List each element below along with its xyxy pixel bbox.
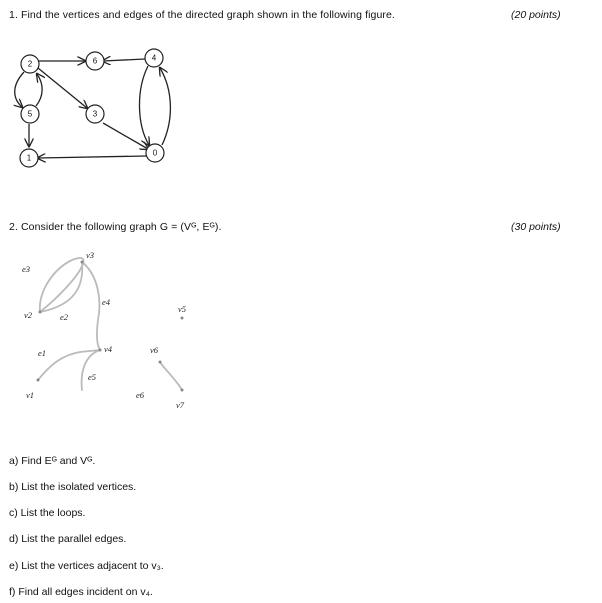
question-2-points: (30 points)	[511, 221, 561, 233]
node-4	[145, 49, 163, 67]
vertex-v3-dot	[81, 261, 84, 264]
part-b: b) List the isolated vertices.	[9, 481, 137, 493]
edge-4-0-left	[139, 66, 149, 145]
question-1-points: (20 points)	[511, 9, 561, 21]
vertex-v4-dot	[99, 349, 102, 352]
graph-g-figure	[22, 250, 186, 410]
vertex-v6-dot	[159, 361, 162, 364]
edge-2-5-left	[15, 72, 24, 107]
label-v3: v3	[86, 250, 95, 260]
vertex-v2-dot	[39, 311, 42, 314]
label-v6: v6	[150, 345, 159, 355]
label-v7: v7	[176, 400, 185, 410]
label-e6: e6	[136, 390, 145, 400]
edge-0-4-right	[160, 68, 170, 145]
node-2	[21, 55, 39, 73]
node-6	[86, 52, 104, 70]
label-e1: e1	[38, 348, 47, 358]
edge-e4	[82, 262, 100, 350]
edge-e2	[40, 262, 82, 312]
part-a: a) Find Eᴳ and Vᴳ.	[9, 455, 96, 467]
node-3-label: 3	[92, 109, 98, 119]
part-f: f) Find all edges incident on v₄.	[9, 586, 153, 598]
label-v4: v4	[104, 344, 113, 354]
edge-0-1	[38, 156, 146, 158]
label-e4: e4	[102, 297, 111, 307]
node-5-label: 5	[27, 109, 33, 119]
vertex-v7-dot	[181, 389, 184, 392]
edge-2-3	[38, 68, 87, 108]
label-e2: e2	[60, 312, 69, 322]
label-v1: v1	[26, 390, 35, 400]
node-0-label: 0	[152, 148, 158, 158]
label-v2: v2	[24, 310, 33, 320]
edge-e6	[160, 362, 182, 390]
edge-5-2-right	[36, 74, 42, 106]
vertex-v5-dot	[181, 317, 184, 320]
edge-e5	[82, 350, 100, 390]
node-1-label: 1	[26, 153, 32, 163]
label-v5: v5	[178, 304, 187, 314]
node-6-label: 6	[92, 56, 98, 66]
label-e3: e3	[22, 264, 31, 274]
edge-4-6	[103, 59, 145, 61]
node-5	[21, 105, 39, 123]
question-1-title: 1. Find the vertices and edges of the directed graph shown in the following figure.	[9, 9, 395, 21]
part-c: c) List the loops.	[9, 507, 86, 519]
label-e5: e5	[88, 372, 97, 382]
question-2-title: 2. Consider the following graph G = (Vᴳ, Eᴳ).	[9, 221, 222, 233]
node-3	[86, 105, 104, 123]
part-d: d) List the parallel edges.	[9, 533, 127, 545]
node-0	[146, 144, 164, 162]
node-2-label: 2	[27, 59, 33, 69]
node-4-label: 4	[151, 53, 157, 63]
part-e: e) List the vertices adjacent to v₃.	[9, 560, 164, 572]
vertex-v1-dot	[37, 379, 40, 382]
node-1	[20, 149, 38, 167]
